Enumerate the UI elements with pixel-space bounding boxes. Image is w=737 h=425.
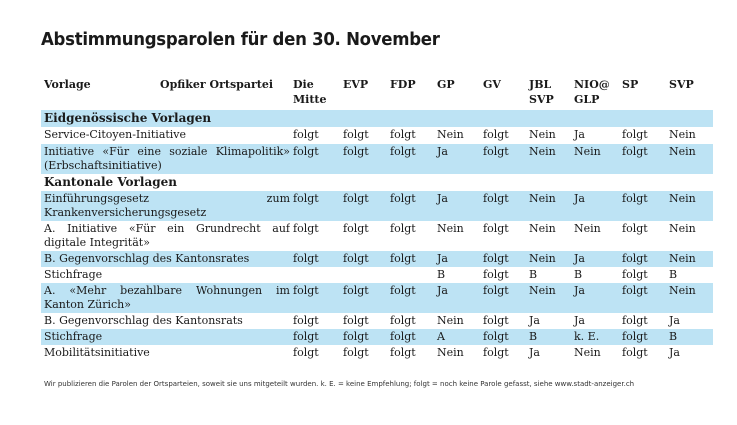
- vote-cell: Nein: [574, 222, 601, 235]
- vote-cell: Ja: [571, 283, 619, 313]
- header-party: SVP: [669, 78, 694, 91]
- vote-cell: Nein: [437, 222, 464, 235]
- vote-cell: folgt: [293, 314, 319, 327]
- vote-cell: folgt: [390, 314, 416, 327]
- topic-cell: Mobilitätsinitiative: [44, 346, 150, 359]
- vote-cell: B: [529, 268, 538, 281]
- header-party: FDP: [390, 78, 416, 91]
- vote-cell: folgt: [483, 222, 509, 235]
- vote-cell: folgt: [619, 283, 666, 313]
- vote-cell: folgt: [343, 346, 369, 359]
- vote-cell: folgt: [619, 191, 666, 221]
- vote-cell: Nein: [437, 314, 464, 327]
- topic-cell: Initiative «Für eine soziale Klimapolitik» (Erbschaftsinitiative): [41, 144, 290, 175]
- vote-cell: Nein: [669, 128, 696, 141]
- vote-cell: folgt: [619, 251, 666, 267]
- vote-cell: Ja: [669, 346, 680, 359]
- table-row: [41, 283, 713, 313]
- header-party: GP: [437, 78, 455, 91]
- vote-cell: Ja: [574, 128, 585, 141]
- table-row: [41, 313, 713, 329]
- vote-cell: Nein: [669, 222, 696, 235]
- topic-cell: Service-Citoyen-Initiative: [44, 128, 187, 141]
- vote-cell: Nein: [574, 346, 601, 359]
- vote-cell: Ja: [574, 314, 585, 327]
- vote-cell: folgt: [390, 222, 416, 235]
- vote-cell: folgt: [390, 128, 416, 141]
- vote-cell: folgt: [622, 222, 648, 235]
- vote-cell: folgt: [290, 251, 340, 267]
- vote-cell: Nein: [526, 251, 571, 267]
- topic-cell: A. «Mehr bezahlbare Wohnungen im Kanton Zürich»: [41, 283, 290, 313]
- vote-cell: Nein: [666, 283, 713, 313]
- vote-cell: Nein: [666, 251, 713, 267]
- vote-cell: folgt: [340, 144, 387, 175]
- header-party: EVP: [343, 78, 369, 91]
- vote-cell: folgt: [480, 283, 526, 313]
- vote-cell: folgt: [290, 144, 340, 175]
- vote-cell: [387, 267, 434, 283]
- header-party: NIO@ GLP: [574, 78, 610, 106]
- vote-cell: folgt: [480, 251, 526, 267]
- vote-cell: folgt: [340, 191, 387, 221]
- table-row: [41, 144, 713, 175]
- header-party: Die Mitte: [293, 78, 327, 106]
- header-party: JBL SVP: [529, 78, 554, 106]
- vote-cell: folgt: [340, 283, 387, 313]
- topic-cell: B. Gegenvorschlag des Kantonsrates: [41, 251, 290, 267]
- vote-cell: folgt: [483, 268, 509, 281]
- vote-cell: folgt: [340, 251, 387, 267]
- vote-cell: folgt: [387, 191, 434, 221]
- page-title: Abstimmungsparolen für den 30. November: [41, 29, 440, 50]
- vote-cell: Ja: [571, 251, 619, 267]
- vote-cell: folgt: [622, 128, 648, 141]
- vote-cell: folgt: [480, 144, 526, 175]
- vote-cell: folgt: [343, 314, 369, 327]
- vote-cell: Ja: [529, 346, 540, 359]
- vote-cell: folgt: [343, 222, 369, 235]
- header-party: SP: [622, 78, 639, 91]
- footnote: Wir publizieren die Parolen der Ortsparteien, soweit sie uns mitgeteilt wurden. k. E. = keine Empfehlung; folgt = noch keine Parole gefasst, siehe www.stadt-anzeiger.ch: [44, 380, 635, 388]
- vote-cell: Nein: [529, 128, 556, 141]
- table-row: [41, 329, 713, 345]
- voting-recommendations-table: [41, 74, 713, 361]
- vote-cell: folgt: [290, 283, 340, 313]
- vote-cell: folgt: [290, 329, 340, 345]
- header-ortspartei-label: Opfiker Ortspartei: [160, 78, 274, 91]
- vote-cell: folgt: [387, 329, 434, 345]
- vote-cell: folgt: [293, 346, 319, 359]
- vote-cell: Ja: [434, 191, 480, 221]
- vote-cell: Nein: [529, 222, 556, 235]
- vote-cell: [340, 267, 387, 283]
- topic-cell: Stichfrage: [41, 329, 290, 345]
- topic-cell: A. Initiative «Für ein Grundrecht auf digitale Integrität»: [44, 222, 290, 249]
- vote-cell: folgt: [622, 314, 648, 327]
- vote-cell: folgt: [483, 346, 509, 359]
- vote-cell: B: [526, 329, 571, 345]
- vote-cell: folgt: [483, 314, 509, 327]
- vote-cell: folgt: [343, 128, 369, 141]
- vote-cell: B: [666, 329, 713, 345]
- topic-cell: Einführungsgesetz zum Krankenversicherungsgesetz: [41, 191, 290, 221]
- vote-cell: Ja: [434, 283, 480, 313]
- vote-cell: folgt: [622, 346, 648, 359]
- vote-cell: Ja: [434, 251, 480, 267]
- vote-cell: folgt: [619, 144, 666, 175]
- vote-cell: Ja: [434, 144, 480, 175]
- vote-cell: folgt: [387, 283, 434, 313]
- table-row: [41, 191, 713, 221]
- vote-cell: Nein: [526, 191, 571, 221]
- table-body: [41, 110, 713, 361]
- table-row: [41, 345, 713, 361]
- vote-cell: folgt: [290, 191, 340, 221]
- vote-cell: folgt: [390, 346, 416, 359]
- vote-cell: Ja: [669, 314, 680, 327]
- vote-cell: folgt: [293, 128, 319, 141]
- vote-cell: folgt: [480, 329, 526, 345]
- vote-cell: folgt: [340, 329, 387, 345]
- section-heading-row: [41, 110, 713, 127]
- vote-cell: B: [437, 268, 446, 281]
- topic-cell: Stichfrage: [44, 268, 103, 281]
- table-row: [41, 267, 713, 283]
- vote-cell: Nein: [666, 191, 713, 221]
- table-row: [41, 251, 713, 267]
- vote-cell: Nein: [437, 346, 464, 359]
- header-vorlage-label: Vorlage: [44, 78, 91, 91]
- vote-cell: Ja: [529, 314, 540, 327]
- topic-cell: B. Gegenvorschlag des Kantonsrats: [44, 314, 243, 327]
- section-heading: Kantonale Vorlagen: [44, 175, 177, 189]
- vote-cell: Nein: [666, 144, 713, 175]
- vote-cell: Nein: [437, 128, 464, 141]
- table-row: [41, 221, 713, 251]
- header-row: [41, 74, 713, 110]
- section-heading-row: [41, 174, 713, 191]
- vote-cell: A: [434, 329, 480, 345]
- vote-cell: folgt: [622, 268, 648, 281]
- vote-cell: Ja: [571, 191, 619, 221]
- header-vorlage: [41, 74, 290, 110]
- vote-cell: folgt: [480, 191, 526, 221]
- vote-cell: folgt: [619, 329, 666, 345]
- vote-cell: B: [574, 268, 583, 281]
- vote-cell: [290, 267, 340, 283]
- table-row: [41, 127, 713, 144]
- vote-cell: Nein: [571, 144, 619, 175]
- vote-cell: folgt: [387, 144, 434, 175]
- vote-cell: folgt: [293, 222, 319, 235]
- vote-cell: folgt: [387, 251, 434, 267]
- vote-cell: Nein: [526, 144, 571, 175]
- header-party: GV: [483, 78, 501, 91]
- vote-cell: folgt: [483, 128, 509, 141]
- vote-cell: k. E.: [571, 329, 619, 345]
- vote-cell: Nein: [526, 283, 571, 313]
- vote-cell: B: [669, 268, 678, 281]
- section-heading: Eidgenössische Vorlagen: [41, 110, 713, 127]
